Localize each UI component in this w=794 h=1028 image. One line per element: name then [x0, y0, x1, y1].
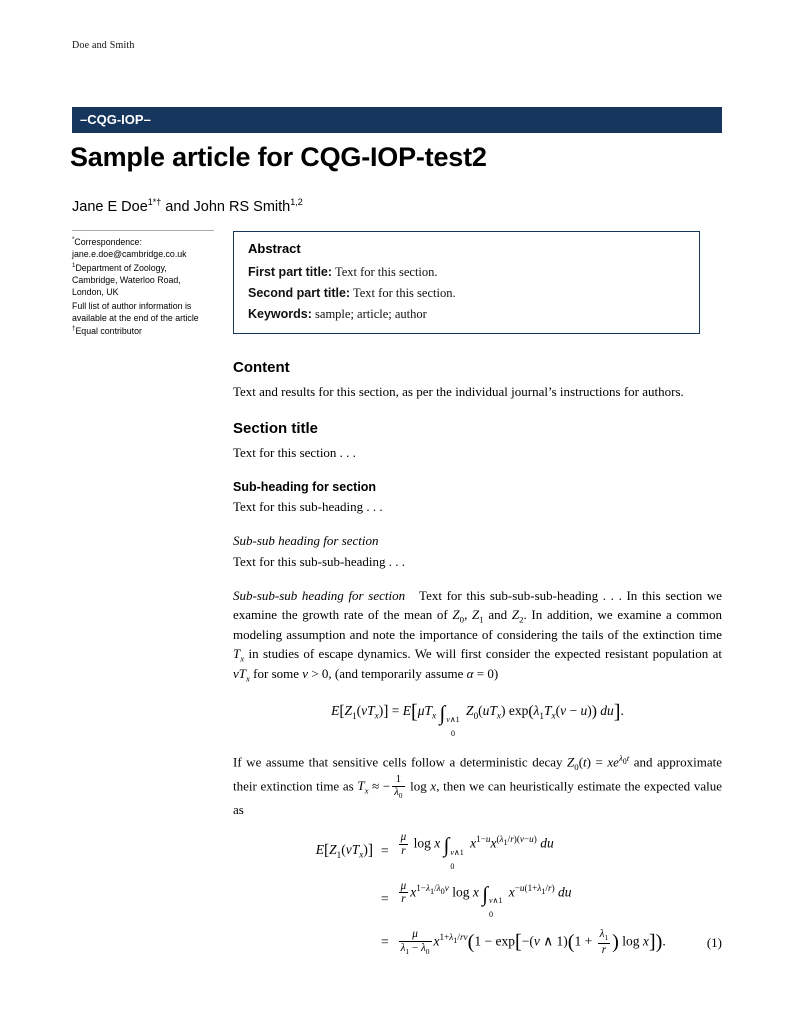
equation-row — [233, 928, 722, 957]
journal-banner — [72, 107, 722, 133]
affiliation-note: $^1$Department of Zoology, Cambridge, Waterloo Road, London, UK — [72, 261, 181, 298]
subsubsection-paragraph: Text for this sub-sub-heading . . . — [233, 554, 406, 570]
equals-sign: = — [381, 891, 389, 907]
authors-line: Jane E Doe$^{1*\dagger}$ and John RS Smith$^{1,2}$ — [72, 197, 303, 215]
section-paragraph: Text for this section . . . — [233, 444, 356, 460]
derivation-paragraph: If we assume that sensitive cells follow a deterministic decay $Z_0(t) = xe^{\lambda_0t}$ and approximate their extinction time as $T_x$ ≈ − $\frac{1}{\lambda_0}$ log x, then we can heuristically estimate the expected value as — [233, 753, 722, 817]
abstract-item-label: Keywords: — [248, 307, 312, 321]
runin-heading-paragraph: Sub-sub-sub heading for section Text for this sub-sub-sub-heading . . . In this section we examine the growth rate of the mean of $Z_0$, $Z_1$ and $Z_2$. In addition, we examine a common modeling assumption and note the importance of considering the tails of the extinction time $T_x$ in studies of escape dynamics. We will first consider the expected resistant population at $vT_x$ for some v > 0, (and temporarily assume α = 0) — [233, 587, 723, 684]
equation-lhs: $E[Z_1(vT_x)]$ — [315, 841, 373, 860]
equation-row — [233, 880, 722, 919]
equation-rhs: $\frac{\mu}{r}$ log x ∫ v∧1 0 $x^{1-u}x^{(\lambda_1/r)(v-u)}$ du — [400, 831, 554, 871]
abstract-item-text: sample; article; author — [315, 307, 427, 321]
equals-sign: = — [381, 934, 389, 950]
abstract-item-second-part — [248, 286, 685, 301]
article-body — [233, 357, 722, 966]
article-title: Sample article for CQG-IOP-test2 — [70, 142, 487, 172]
running-head: Doe and Smith — [72, 40, 135, 51]
abstract-item-keywords — [248, 307, 685, 322]
equation-number: (1) — [706, 934, 722, 950]
abstract-item-first-part — [248, 265, 685, 280]
subsubsection-heading: Sub-sub heading for section — [233, 533, 379, 549]
section-heading-content: Content — [233, 359, 290, 376]
display-equation: $E[Z_1(vT_x)] = E[\mu T_x$ ∫ v∧1 0 $Z_0(uT_x) \exp(\lambda_1T_x(v - u))$ du]. — [331, 700, 624, 739]
equation-row — [233, 831, 722, 870]
correspondence-note: *Correspondence: jane.e.doe@cambridge.co.uk — [72, 236, 187, 260]
abstract-heading: Abstract — [248, 241, 301, 256]
subsection-heading: Sub-heading for section — [233, 479, 377, 494]
equal-contributor-note: †Equal contributor — [72, 325, 142, 337]
abstract-item-label: Second part title: — [248, 286, 351, 300]
content-paragraph: Text and results for this section, as per the individual journal’s instructions for authors. — [233, 383, 684, 399]
abstract-item-label: First part title: — [248, 265, 333, 279]
equation-rhs: $\frac{\mu}{\lambda_1 - \lambda_0}$ $x^{1+\lambda_1/rv}(1 - \exp[-(v$ ∧ 1)(1 + $\frac{\lambda_1}{r}$ ) log x]). — [400, 928, 666, 956]
section-heading-title: Section title — [233, 420, 319, 438]
equals-sign: = — [381, 843, 389, 859]
journal-banner-label: –CQG-IOP– — [80, 112, 151, 127]
abstract-item-text: Text for this section. — [334, 265, 438, 279]
subsection-paragraph: Text for this sub-heading . . . — [233, 498, 383, 514]
abstract-item-text: Text for this section. — [353, 286, 456, 300]
equation-array — [233, 831, 722, 956]
equation-rhs: $\frac{\mu}{r}$ $x^{1-\lambda_1/\lambda_0v}$ log x ∫ v∧1 0 $x^{-u(1+\lambda_1/r)}$ du — [400, 879, 572, 920]
abstract-box — [233, 231, 700, 334]
author-info-note: Full list of author information is available at the end of the article — [72, 300, 199, 323]
correspondence-sidebar — [72, 230, 214, 339]
